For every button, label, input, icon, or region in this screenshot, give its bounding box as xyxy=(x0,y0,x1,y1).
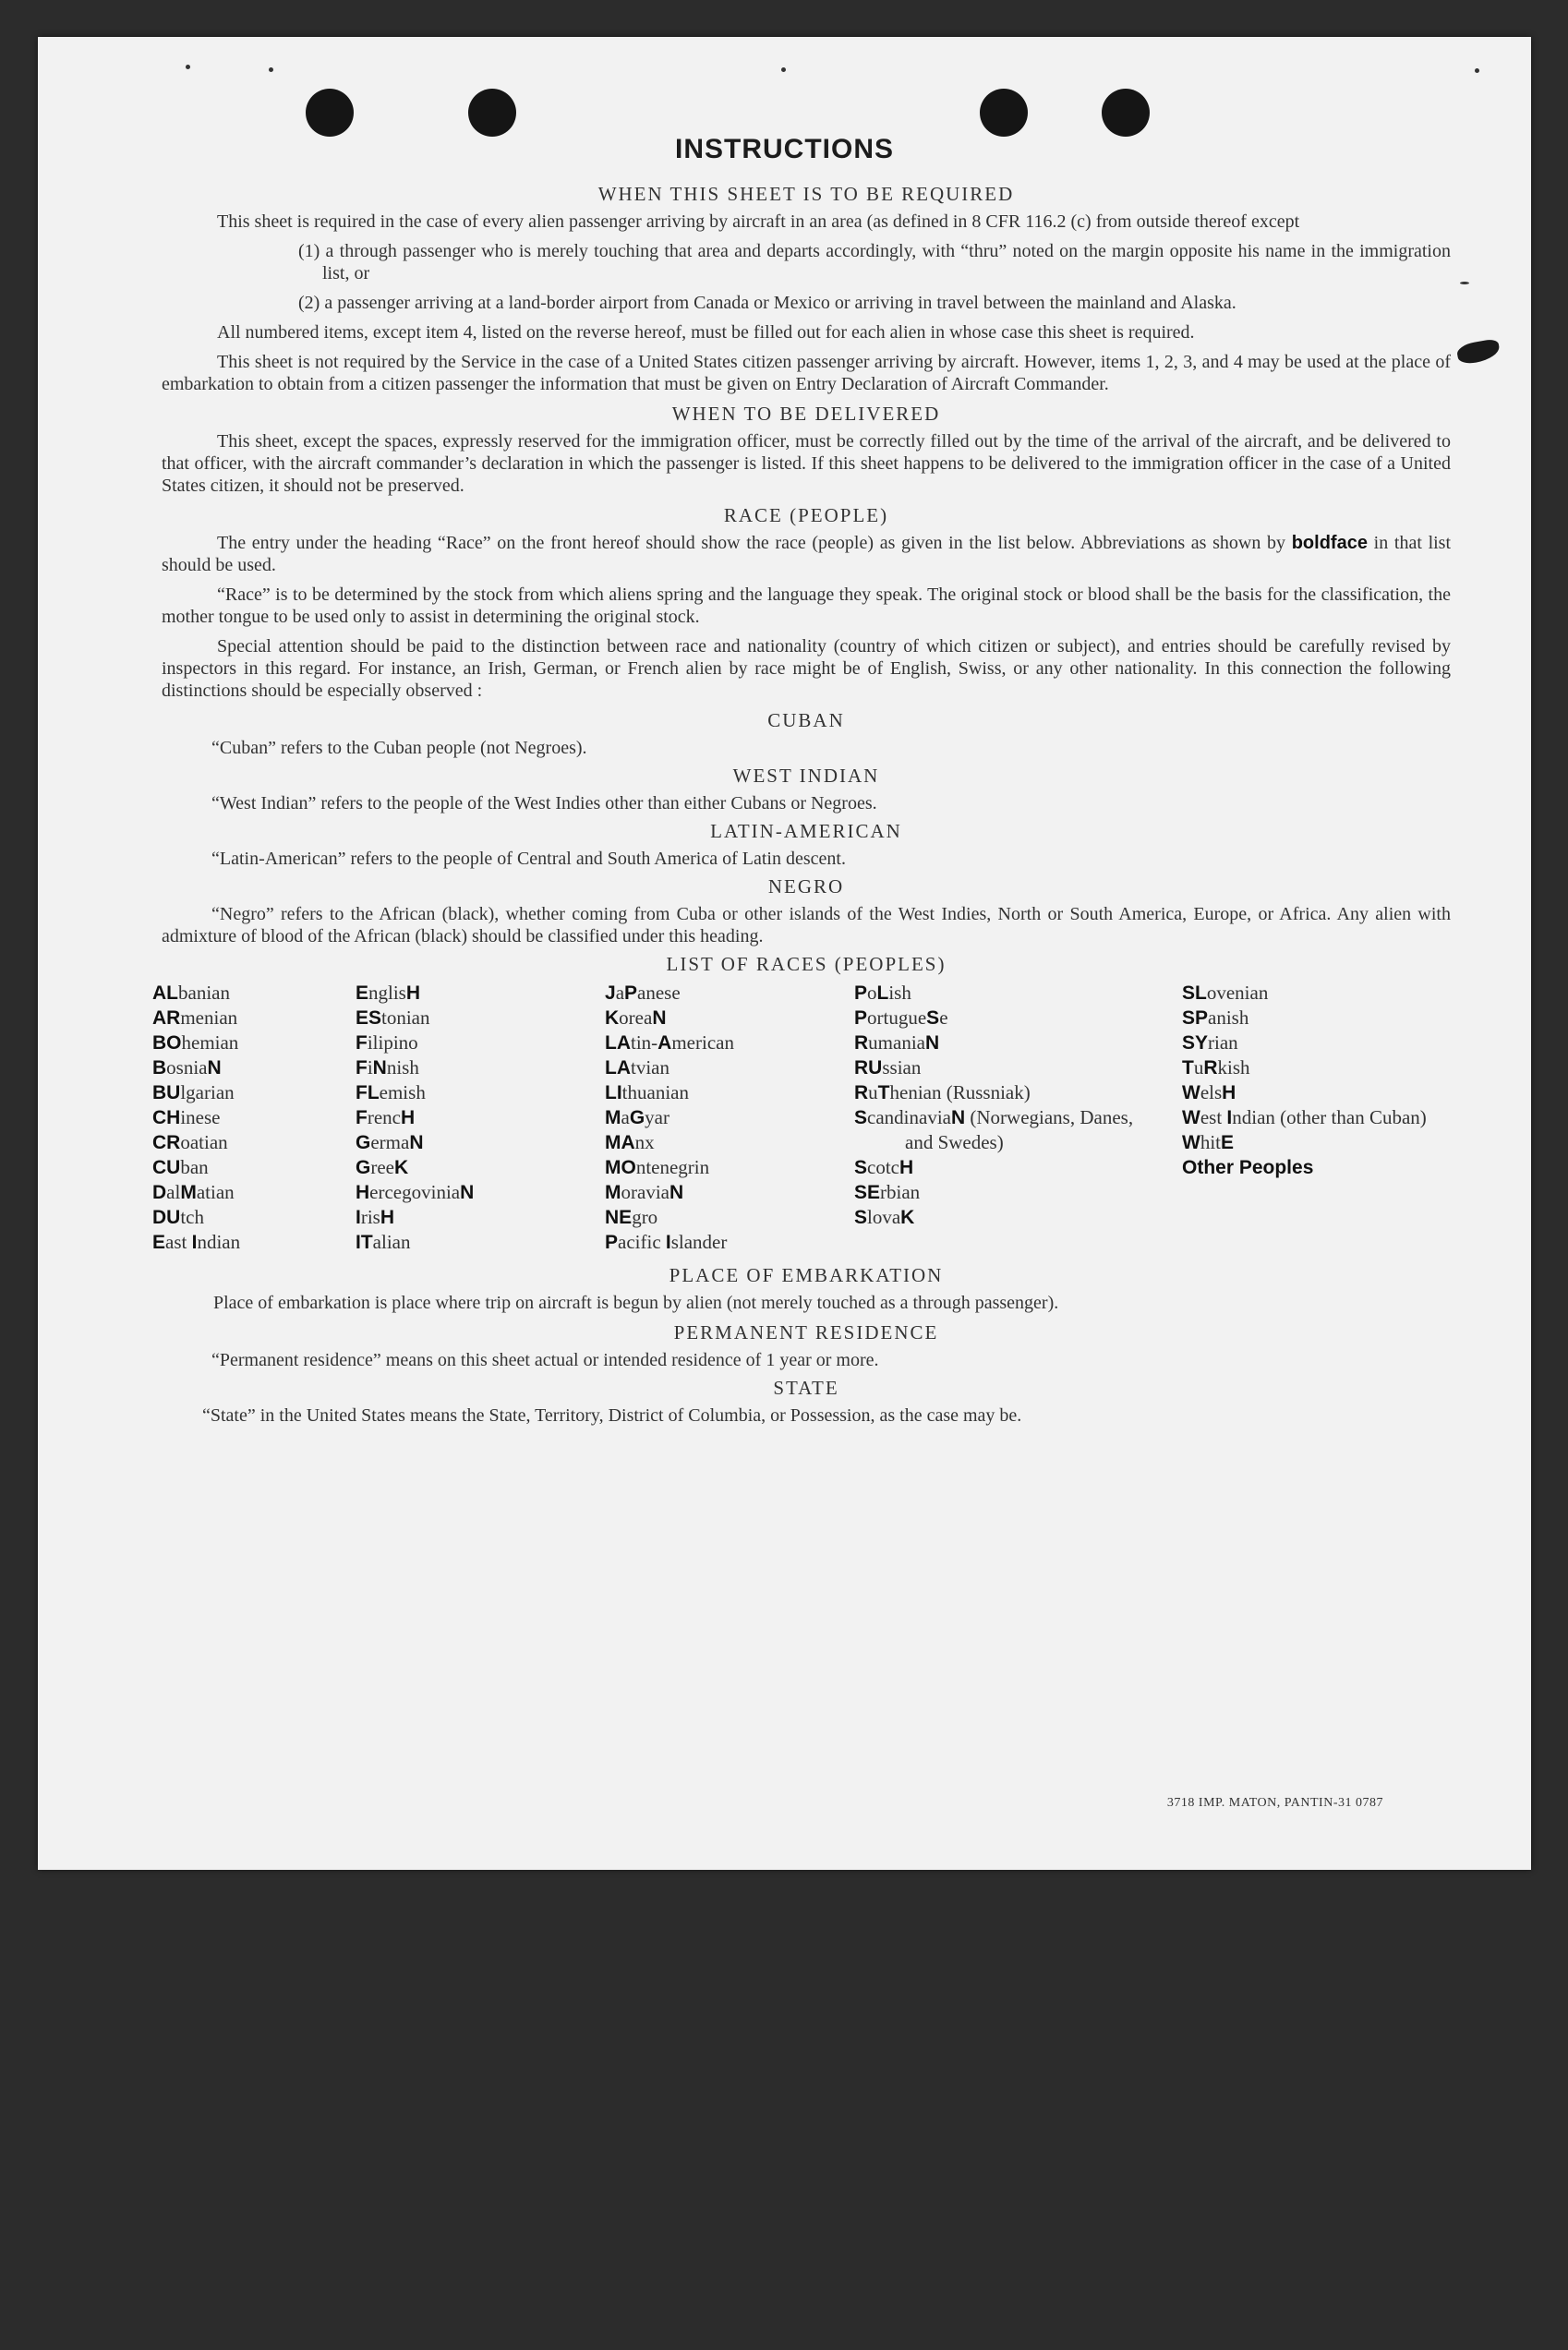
paragraph: “Latin-American” refers to the people of Central and South America of Latin descent. xyxy=(211,849,846,869)
race-item: MOntenegrin xyxy=(605,1156,710,1178)
paragraph: (1) a through passenger who is merely touching that area and departs accordingly, with “thru” noted on the margin opposite his name in the immigration list, or xyxy=(298,241,1451,283)
race-item: WelsH xyxy=(1182,1081,1236,1103)
speck xyxy=(269,67,273,72)
race-item: GermaN xyxy=(356,1131,424,1153)
section-heading: LIST OF RACES (PEOPLES) xyxy=(666,953,947,975)
paragraph: (2) a passenger arriving at a land-border airport from Canada or Mexico or arriving in travel between the mainland and Alaska. xyxy=(298,293,1236,313)
text: in that list should be used. xyxy=(162,533,1452,575)
race-item: LAtvian xyxy=(605,1056,669,1079)
race-column xyxy=(854,981,1182,1255)
section-heading: NEGRO xyxy=(767,875,845,898)
paragraph: This sheet is required in the case of every alien passenger arriving by aircraft in an area (as defined in 8 CFR 116.2 (c) from outside thereof except xyxy=(217,211,1300,232)
race-item: TuRkish xyxy=(1182,1056,1250,1079)
race-item: RuThenian (Russniak) xyxy=(854,1081,1031,1103)
paragraph: “Cuban” refers to the Cuban people (not Negroes). xyxy=(211,738,587,758)
section-heading: PERMANENT RESIDENCE xyxy=(673,1321,939,1344)
race-item: RUssian xyxy=(854,1056,922,1079)
section-heading: WHEN TO BE DELIVERED xyxy=(671,403,941,425)
race-item: LIthuanian xyxy=(605,1081,689,1103)
race-item: ARmenian xyxy=(152,1006,238,1029)
section-heading: RACE (PEOPLE) xyxy=(723,504,889,526)
page-title: INSTRUCTIONS xyxy=(675,134,894,164)
speck xyxy=(781,67,786,72)
section-heading: STATE xyxy=(773,1377,839,1399)
speck xyxy=(1460,282,1469,284)
race-item: CRoatian xyxy=(152,1131,228,1153)
paragraph: Place of embarkation is place where trip on aircraft is begun by alien (not merely touched as a through passenger). xyxy=(213,1293,1059,1313)
race-item: BOhemian xyxy=(152,1031,239,1054)
paragraph: This sheet is not required by the Service in the case of a United States citizen passenger arriving by aircraft. However, items 1, 2, 3, and 4 may be used at the place of embarkation to obtain from a citizen passenger the information that must be given on Entry Declaration of Aircraft Commander. xyxy=(162,352,1451,394)
paragraph: Special attention should be paid to the distinction between race and nationality (country of which citizen or subject), and entries should be carefully revised by inspectors in this regard. For instance, an Irish, German, or French alien by race might be of English, Swiss, or any other nationality. In this connection the following distinctions should be especially observed : xyxy=(162,636,1451,701)
race-item: JaPanese xyxy=(605,982,681,1004)
section-heading: WEST INDIAN xyxy=(732,765,880,787)
race-item: Other Peoples xyxy=(1182,1157,1314,1178)
race-item: ITalian xyxy=(356,1231,411,1253)
race-item: FLemish xyxy=(356,1081,426,1103)
punch-hole xyxy=(306,89,354,137)
paragraph: “Race” is to be determined by the stock from which aliens spring and the language they speak. The original stock or blood shall be the basis for the classification, the mother tongue to be used only to assist in determining the original stock. xyxy=(162,584,1451,627)
race-item: KoreaN xyxy=(605,1006,667,1029)
paragraph: “Negro” refers to the African (black), whether coming from Cuba or other islands of the West Indies, North or South America, Europe, or Africa. Any alien with admixture of blood of the African (black) should be classified under this heading. xyxy=(162,904,1451,946)
speck xyxy=(1475,68,1479,73)
instruction-sheet xyxy=(38,37,1531,1870)
race-item: EStonian xyxy=(356,1006,430,1029)
section-heading: WHEN THIS SHEET IS TO BE REQUIRED xyxy=(597,183,1015,205)
race-item: PoLish xyxy=(854,982,911,1004)
section-heading: PLACE OF EMBARKATION xyxy=(669,1264,944,1286)
race-item: SYrian xyxy=(1182,1031,1238,1054)
race-item: EnglisH xyxy=(356,982,421,1004)
race-column xyxy=(1182,981,1427,1255)
race-item: BUlgarian xyxy=(152,1081,235,1103)
paragraph: “Permanent residence” means on this sheet actual or intended residence of 1 year or more. xyxy=(211,1350,879,1370)
race-item: LAtin-American xyxy=(605,1031,734,1054)
race-item: IrisH xyxy=(356,1206,395,1228)
race-item: SErbian xyxy=(854,1181,921,1203)
section-heading: CUBAN xyxy=(767,709,845,731)
punch-hole xyxy=(1102,89,1150,137)
race-item: SlovaK xyxy=(854,1206,915,1228)
race-item: ScandinaviaN (Norwegians, Danes, and Swedes) xyxy=(854,1106,1134,1153)
race-item: Filipino xyxy=(356,1031,418,1054)
text: The entry under the heading “Race” on the front hereof should show the race (people) as given in the list below. Abbreviations as shown by xyxy=(217,533,1286,553)
race-column xyxy=(152,981,356,1255)
race-item: RumaniaN xyxy=(854,1031,940,1054)
race-item: HercegoviniaN xyxy=(356,1181,475,1203)
race-column xyxy=(605,981,854,1255)
race-item: FiNnish xyxy=(356,1056,419,1079)
race-item: WhitE xyxy=(1182,1131,1235,1153)
race-item: GreeK xyxy=(356,1156,409,1178)
race-item: West Indian (other than Cuban) xyxy=(1182,1106,1427,1128)
speck xyxy=(186,65,190,69)
race-item: MoraviaN xyxy=(605,1181,684,1203)
boldface-word: boldface xyxy=(1291,533,1368,553)
race-item: SLovenian xyxy=(1182,982,1269,1004)
race-item: BosniaN xyxy=(152,1056,222,1079)
race-item: DUtch xyxy=(152,1206,204,1228)
race-item: ScotcH xyxy=(854,1156,914,1178)
ink-blot xyxy=(1455,338,1501,366)
paragraph: All numbered items, except item 4, listed on the reverse hereof, must be filled out for each alien in whose case this sheet is required. xyxy=(217,322,1195,343)
punch-hole xyxy=(980,89,1028,137)
race-item: FrencH xyxy=(356,1106,416,1128)
race-item: PortugueSe xyxy=(854,1006,948,1029)
race-item: ALbanian xyxy=(152,982,230,1004)
paragraph: “West Indian” refers to the people of the West Indies other than either Cubans or Negroes. xyxy=(211,793,877,813)
section-heading: LATIN-AMERICAN xyxy=(710,820,902,842)
race-item: MAnx xyxy=(605,1131,655,1153)
race-column xyxy=(356,981,605,1255)
print-code: 3718 IMP. MATON, PANTIN-31 0787 xyxy=(1166,1796,1383,1810)
instructions-body xyxy=(152,177,1452,1432)
race-item: CHinese xyxy=(152,1106,221,1128)
race-item: NEgro xyxy=(605,1206,658,1228)
race-list xyxy=(152,981,1460,1255)
paragraph: This sheet, except the spaces, expressly reserved for the immigration officer, must be correctly filled out by the time of the arrival of the aircraft, and be delivered to that officer, with the aircraft commander’s declaration in which the passenger is listed. If this sheet happens to be delivered to the immigration officer in the case of a United States citizen, it should not be preserved. xyxy=(162,431,1451,496)
race-item: CUban xyxy=(152,1156,209,1178)
race-item: East Indian xyxy=(152,1231,241,1253)
race-item: SPanish xyxy=(1182,1006,1249,1029)
race-item: MaGyar xyxy=(605,1106,669,1128)
paragraph: “State” in the United States means the State, Territory, District of Columbia, or Possession, as the case may be. xyxy=(202,1405,1022,1426)
paragraph xyxy=(162,532,1451,576)
race-item: DalMatian xyxy=(152,1181,235,1203)
punch-hole xyxy=(468,89,516,137)
race-item: Pacific Islander xyxy=(605,1231,728,1253)
